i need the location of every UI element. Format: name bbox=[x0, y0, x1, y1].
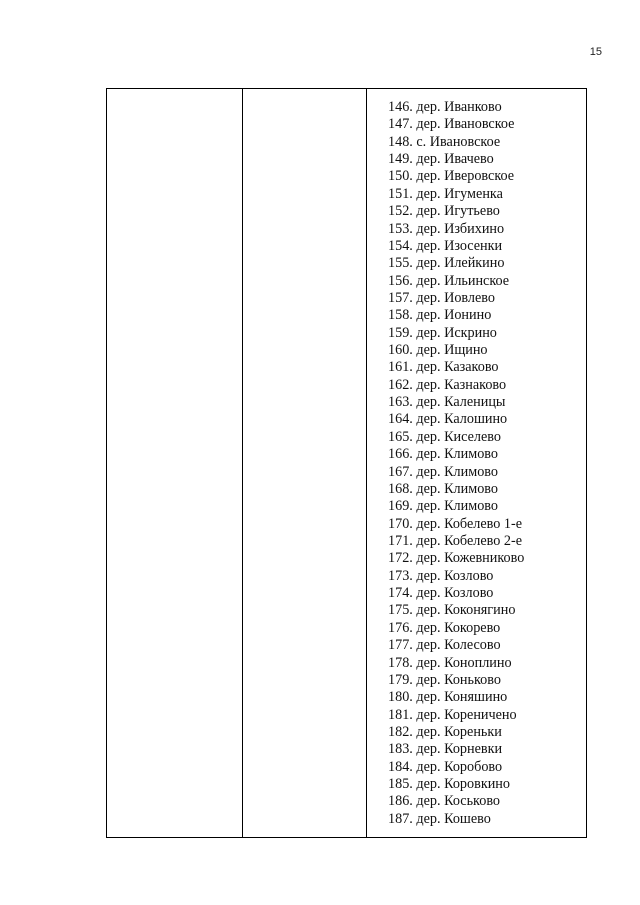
settlement-item: 159. дер. Искрино bbox=[388, 324, 497, 341]
settlement-item: 161. дер. Казаково bbox=[388, 359, 499, 376]
settlement-item: 169. дер. Климово bbox=[388, 498, 498, 515]
column-divider-2 bbox=[366, 89, 367, 837]
settlement-item: 180. дер. Коняшино bbox=[388, 689, 508, 706]
settlement-item: 151. дер. Игуменка bbox=[388, 185, 503, 202]
settlement-item: 160. дер. Ищино bbox=[388, 342, 488, 359]
settlement-item: 172. дер. Кожевниково bbox=[388, 550, 525, 567]
settlement-item: 184. дер. Коробово bbox=[388, 758, 503, 775]
settlement-item: 147. дер. Ивановское bbox=[388, 116, 515, 133]
settlement-item: 158. дер. Ионино bbox=[388, 307, 492, 324]
settlement-item: 186. дер. Коськово bbox=[388, 793, 501, 810]
settlement-item: 165. дер. Киселево bbox=[388, 428, 501, 445]
settlement-item: 177. дер. Колесово bbox=[388, 637, 501, 654]
settlement-item: 174. дер. Козлово bbox=[388, 585, 494, 602]
settlement-item: 155. дер. Илейкино bbox=[388, 255, 505, 272]
settlement-item: 157. дер. Иовлево bbox=[388, 289, 496, 306]
settlement-item: 179. дер. Коньково bbox=[388, 671, 501, 688]
settlement-item: 187. дер. Кошево bbox=[388, 810, 491, 827]
settlement-item: 170. дер. Кобелево 1-е bbox=[388, 515, 522, 532]
settlement-item: 181. дер. Кореничено bbox=[388, 706, 517, 723]
document-table bbox=[106, 88, 587, 838]
settlement-item: 163. дер. Каленицы bbox=[388, 394, 506, 411]
settlement-item: 175. дер. Коконягино bbox=[388, 602, 516, 619]
settlement-item: 173. дер. Козлово bbox=[388, 567, 494, 584]
settlement-list bbox=[388, 99, 524, 828]
settlement-item: 166. дер. Климово bbox=[388, 446, 498, 463]
settlement-item: 156. дер. Ильинское bbox=[388, 272, 510, 289]
settlement-item: 162. дер. Казнаково bbox=[388, 376, 507, 393]
page-number: 15 bbox=[589, 46, 602, 58]
settlement-item: 167. дер. Климово bbox=[388, 463, 498, 480]
settlement-item: 176. дер. Кокорево bbox=[388, 619, 501, 636]
settlement-item: 154. дер. Изосенки bbox=[388, 237, 503, 254]
settlement-item: 164. дер. Калошино bbox=[388, 411, 508, 428]
column-divider-1 bbox=[242, 89, 243, 837]
settlement-item: 146. дер. Иванково bbox=[388, 99, 502, 115]
settlement-item: 185. дер. Коровкино bbox=[388, 776, 510, 793]
settlement-item: 150. дер. Иверовское bbox=[388, 168, 515, 185]
settlement-item: 182. дер. Кореньки bbox=[388, 723, 502, 740]
settlement-item: 153. дер. Избихино bbox=[388, 220, 505, 237]
settlement-item: 178. дер. Коноплино bbox=[388, 654, 512, 671]
settlement-item: 148. с. Ивановское bbox=[388, 133, 501, 150]
settlement-item: 149. дер. Ивачево bbox=[388, 151, 494, 168]
settlement-item: 168. дер. Климово bbox=[388, 480, 498, 497]
settlement-item: 171. дер. Кобелево 2-е bbox=[388, 532, 522, 549]
settlement-item: 183. дер. Корневки bbox=[388, 741, 503, 758]
settlement-item: 152. дер. Игутьево bbox=[388, 203, 500, 220]
